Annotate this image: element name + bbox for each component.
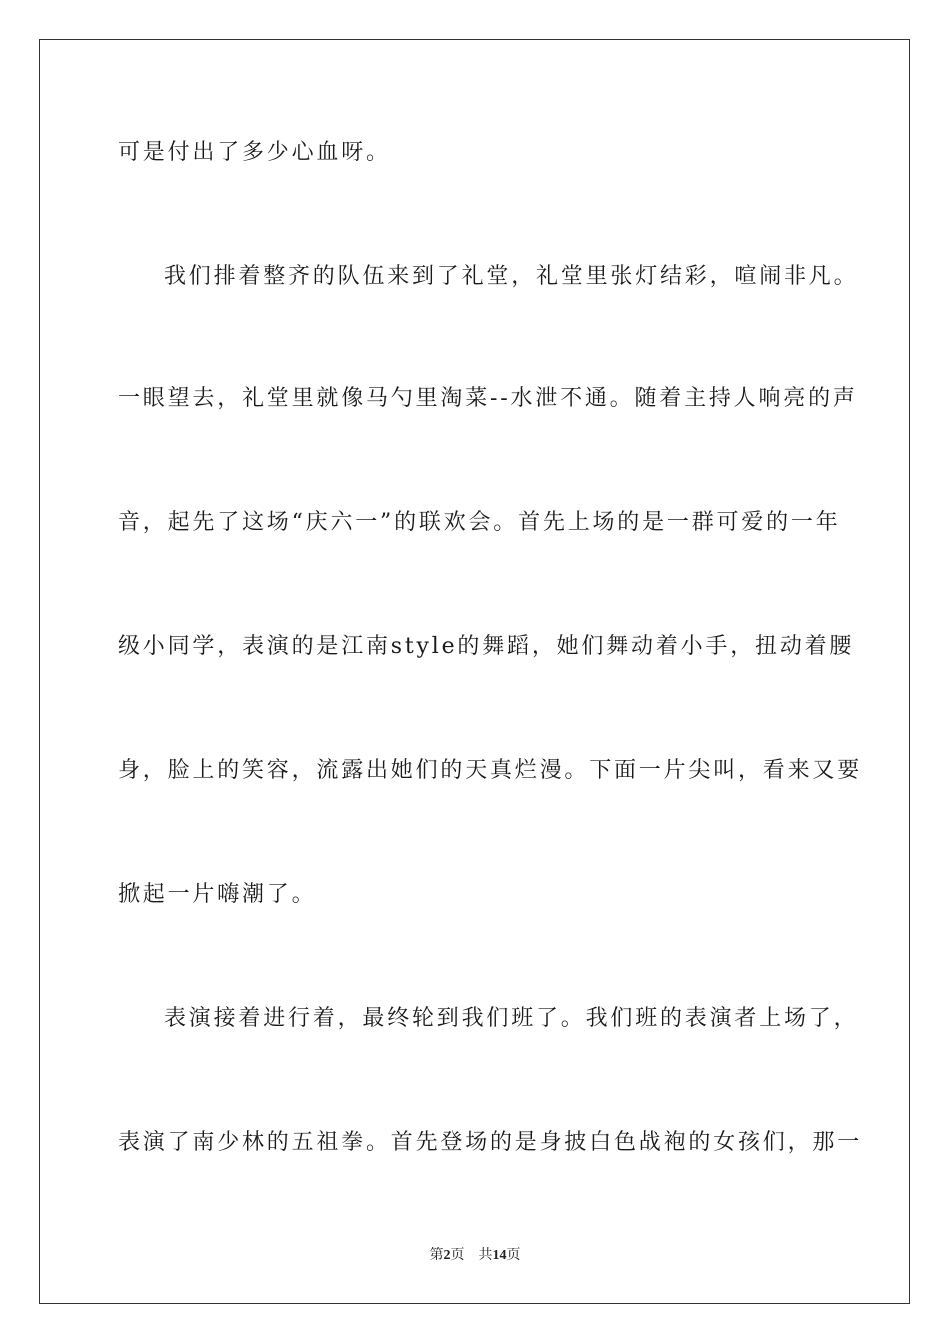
text-line: 可是付出了多少心血呀。 (118, 140, 391, 165)
page-border (39, 39, 910, 1304)
total-prefix: 共 (478, 1248, 493, 1263)
text-line: 级小同学，表演的是江南style的舞蹈，她们舞动着小手，扭动着腰 (118, 634, 855, 659)
page-number: 2 (443, 1248, 451, 1263)
paragraph-first-line: 我们排着整齐的队伍来到了礼堂，礼堂里张灯结彩，喧闹非凡。 (164, 264, 859, 289)
text-line: 表演了南少林的五祖拳。首先登场的是身披白色战袍的女孩们，那一 (118, 1130, 863, 1155)
total-pages-label (479, 1248, 521, 1263)
page-footer (0, 1247, 950, 1265)
paragraph-first-line: 表演接着进行着，最终轮到我们班了。我们班的表演者上场了， (164, 1006, 859, 1031)
text-line: 身，脸上的笑容，流露出她们的天真烂漫。下面一片尖叫，看来又要 (118, 758, 863, 783)
text-line: 音，起先了这场“庆六一”的联欢会。首先上场的是一群可爱的一年 (118, 510, 841, 535)
total-pages: 14 (492, 1248, 507, 1263)
text-line: 掀起一片嗨潮了。 (118, 882, 317, 907)
total-suffix: 页 (506, 1248, 521, 1263)
page-suffix: 页 (450, 1248, 465, 1263)
text-line: 一眼望去，礼堂里就像马勺里淘菜--水泄不通。随着主持人响亮的声 (118, 386, 858, 411)
page-label (430, 1248, 465, 1263)
page-prefix: 第 (429, 1248, 444, 1263)
